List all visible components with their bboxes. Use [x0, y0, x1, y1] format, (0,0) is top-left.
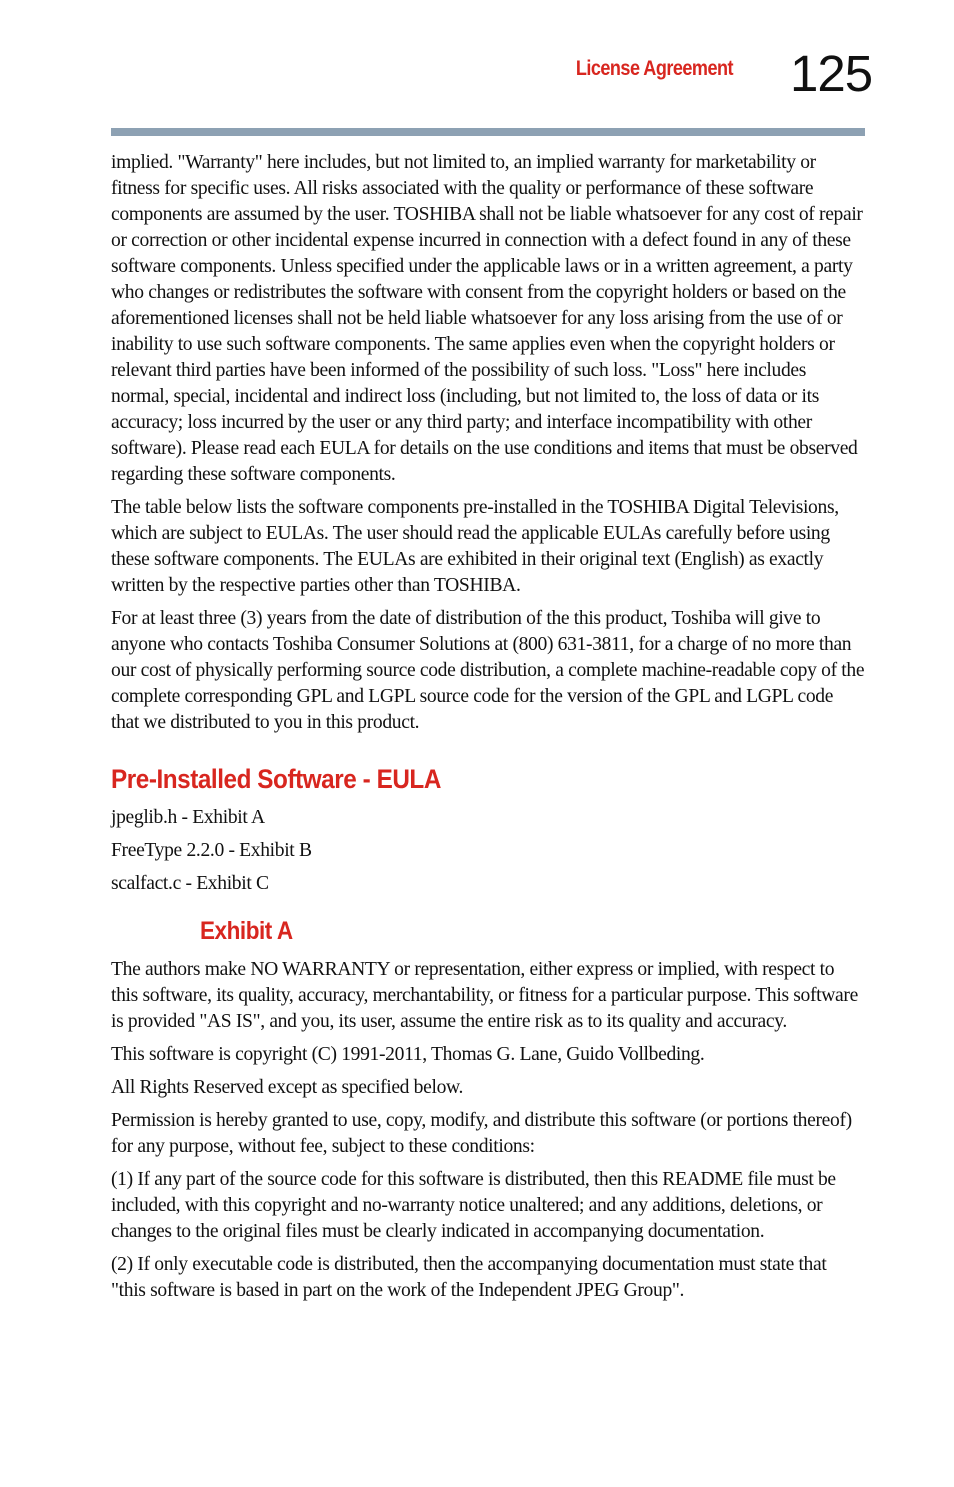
exhibit-paragraph: (2) If only executable code is distributed, then the accompanying documentation must state that "this software is based in part on the work of the Independent JPEG Group".	[111, 1254, 827, 1301]
exhibit-paragraph: All Rights Reserved except as specified below.	[111, 1077, 464, 1098]
list-item: FreeType 2.2.0 - Exhibit B	[111, 840, 312, 861]
list-item: scalfact.c - Exhibit C	[111, 873, 269, 894]
body-paragraph: The table below lists the software components pre-installed in the TOSHIBA Digital Televisions, which are subject to EULAs. The user should read the applicable EULAs carefully before using these software components. The EULAs are exhibited in their original text (English) as exactly written by the respective parties other than TOSHIBA.	[111, 497, 839, 596]
exhibit-paragraph: (1) If any part of the source code for this software is distributed, then this README file must be included, with this copyright and no-warranty notice unaltered; and any additions, deletions, or changes to the original files must be clearly indicated in accompanying documentation.	[111, 1169, 836, 1242]
exhibit-heading: Exhibit A	[200, 917, 293, 945]
exhibit-paragraph: This software is copyright (C) 1991-2011, Thomas G. Lane, Guido Vollbeding.	[111, 1044, 705, 1065]
list-item: jpeglib.h - Exhibit A	[111, 807, 265, 828]
page-number: 125	[790, 45, 873, 102]
eula-list	[111, 805, 865, 897]
body-paragraph: For at least three (3) years from the date of distribution of the this product, Toshiba will give to anyone who contacts Toshiba Consumer Solutions at (800) 631-3811, for a charge of no more than our cost of physically performing source code distribution, a complete machine-readable copy of the complete corresponding GPL and LGPL source code for the version of the GPL and LGPL code that we distributed to you in this product.	[111, 608, 865, 733]
page-body	[111, 150, 865, 1311]
header-rule	[111, 128, 865, 136]
exhibit-paragraph: The authors make NO WARRANTY or representation, either express or implied, with respect to this software, its quality, accuracy, merchantability, or fitness for a particular purpose. This software is provided "AS IS", and you, its user, assume the entire risk as to its quality and accuracy.	[111, 959, 858, 1032]
running-header-title: License Agreement	[575, 57, 733, 80]
section-heading: Pre-Installed Software - EULA	[111, 764, 441, 794]
exhibit-paragraph: Permission is hereby granted to use, copy, modify, and distribute this software (or portions thereof) for any purpose, without fee, subject to these conditions:	[111, 1110, 852, 1157]
body-paragraph: implied. "Warranty" here includes, but not limited to, an implied warranty for marketability or fitness for specific uses. All risks associated with the quality or performance of these software components are assumed by the user. TOSHIBA shall not be liable whatsoever for any cost of repair or correction or other incidental expense incurred in connection with a defect found in any of these software components. Unless specified under the applicable laws or in a written agreement, a party who changes or redistributes the software with consent from the copyright holders or based on the aforementioned licenses shall not be held liable whatsoever for any loss arising from the use of or inability to use such software components. The same applies even when the copyright holders or relevant third parties have been informed of the possibility of such loss. "Loss" here includes normal, special, incidental and indirect loss (including, but not limited to, the loss of data or its accuracy; loss incurred by the user or any third party; and interface incompatibility with other software). Please read each EULA for details on the use conditions and items that must be observed regarding these software components.	[111, 152, 863, 485]
